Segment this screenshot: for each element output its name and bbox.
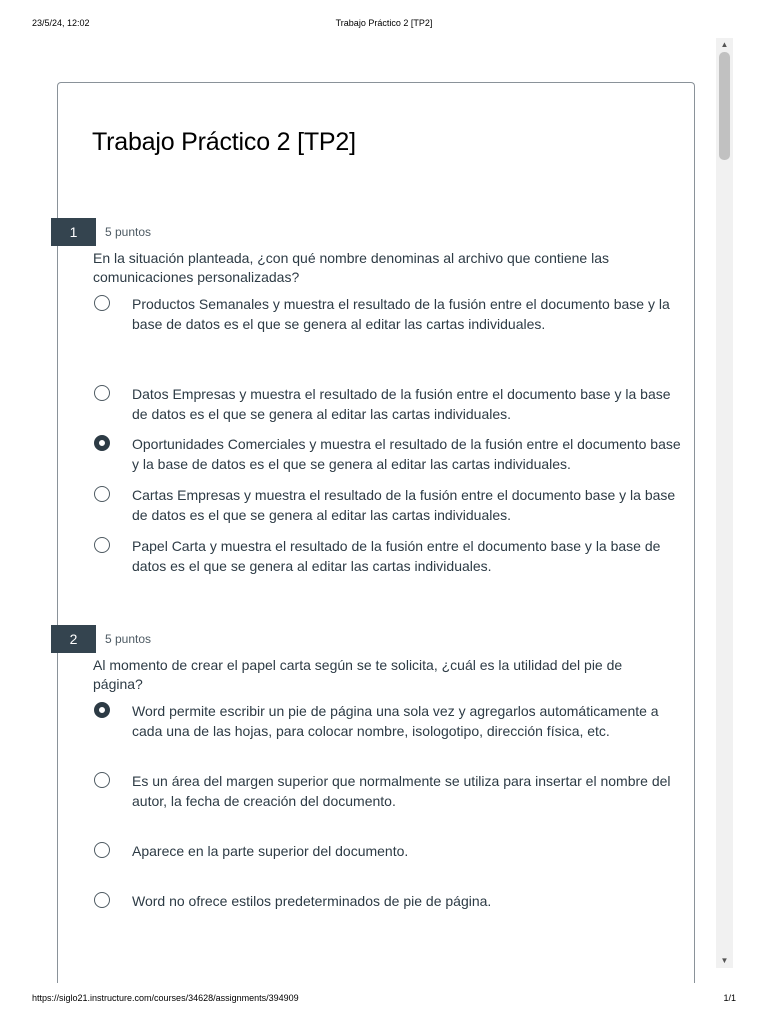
answer-option-label: Oportunidades Comerciales y muestra el resultado de la fusión entre el documento base y la base de datos es el que se genera al editar las cartas individuales. — [132, 436, 681, 472]
radio-button-icon[interactable] — [94, 772, 110, 788]
answer-option-label: Aparece en la parte superior del documento. — [132, 843, 409, 859]
question-text: En la situación planteada, ¿con qué nombre denominas al archivo que contiene las comunicaciones personalizadas? — [93, 250, 609, 285]
scrollbar-thumb[interactable] — [719, 52, 730, 160]
scroll-down-icon[interactable]: ▼ — [720, 956, 729, 965]
question-text: Al momento de crear el papel carta según se te solicita, ¿cuál es la utilidad del pie de página? — [93, 657, 623, 692]
question-points: 5 puntos — [105, 632, 152, 646]
print-date: 23/5/24, 12:02 — [32, 18, 90, 28]
answer-option-label: Word no ofrece estilos predeterminados de pie de página. — [132, 893, 492, 909]
radio-button-icon[interactable] — [94, 537, 110, 553]
print-page-number: 1/1 — [723, 993, 736, 1003]
print-header — [0, 18, 768, 30]
radio-button-icon[interactable] — [94, 842, 110, 858]
page-title: Trabajo Práctico 2 [TP2] — [92, 128, 356, 156]
question-number: 1 — [51, 218, 96, 246]
scroll-up-icon[interactable]: ▲ — [720, 40, 729, 49]
question-points: 5 puntos — [105, 225, 152, 239]
radio-button-checked-icon[interactable] — [94, 435, 110, 451]
question-number: 2 — [51, 625, 96, 653]
print-title: Trabajo Práctico 2 [TP2] — [335, 18, 433, 28]
radio-button-checked-icon[interactable] — [94, 702, 110, 718]
answer-option-label: Word permite escribir un pie de página una sola vez y agregarlos automáticamente a cada una de las hojas, para colocar nombre, isologotipo, dirección física, etc. — [132, 703, 659, 739]
radio-button-icon[interactable] — [94, 486, 110, 502]
answer-option-label: Productos Semanales y muestra el resultado de la fusión entre el documento base y la base de datos es el que se genera al editar las cartas individuales. — [132, 296, 670, 332]
answer-option-label: Es un área del margen superior que normalmente se utiliza para insertar el nombre del autor, la fecha de creación del documento. — [132, 773, 671, 809]
print-footer — [0, 993, 768, 1005]
answer-option-label: Datos Empresas y muestra el resultado de la fusión entre el documento base y la base de datos es el que se genera al editar las cartas individuales. — [132, 386, 671, 422]
print-url: https://siglo21.instructure.com/courses/34628/assignments/394909 — [32, 993, 299, 1003]
radio-button-icon[interactable] — [94, 892, 110, 908]
radio-button-icon[interactable] — [94, 295, 110, 311]
scrollbar[interactable] — [716, 38, 733, 968]
answer-option-label: Papel Carta y muestra el resultado de la fusión entre el documento base y la base de datos es el que se genera al editar las cartas individuales. — [132, 538, 661, 574]
radio-button-icon[interactable] — [94, 385, 110, 401]
answer-option-label: Cartas Empresas y muestra el resultado de la fusión entre el documento base y la base de datos es el que se genera al editar las cartas individuales. — [132, 487, 676, 523]
